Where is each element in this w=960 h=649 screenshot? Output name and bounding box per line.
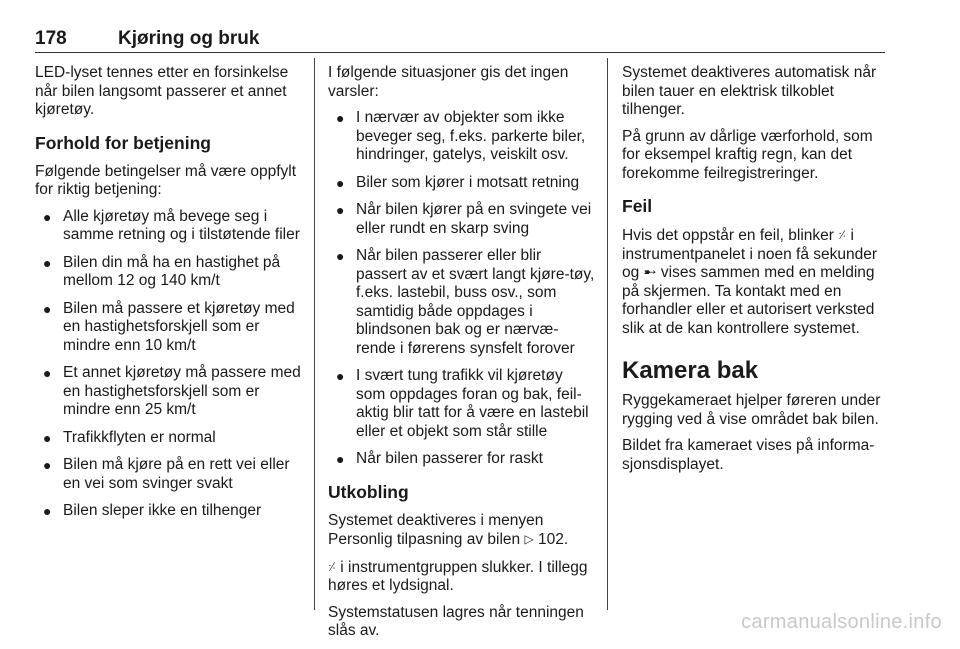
bullet-icon: ● — [336, 248, 345, 264]
list-item: ● Bilen sleper ikke en tilhenger — [43, 502, 262, 519]
blind-spot-warning-icon: ⸓ — [838, 228, 847, 242]
bullet-icon: ● — [43, 429, 52, 446]
list-item: ● I nærvær av objekter som ikke beveger seg, f.eks. parkerte biler, hindringer, gatelys, veiskilt osv. — [336, 109, 586, 163]
bullet-icon: ● — [43, 254, 52, 271]
list-item: ● I svært tung trafikk vil kjøretøy som oppdages foran og bak, feil-aktig blir tatt for å være en lastebil eller et objekt som står stille — [336, 367, 589, 440]
bullet-icon: ● — [336, 202, 345, 218]
list-item: ● Alle kjøretøy må bevege seg i samme retning og i tilstøtende filer — [43, 207, 300, 243]
intro-paragraph: LED-lyset tennes etter en forsinkelse når bilen langsomt passerer et annet kjøretøy. — [35, 64, 289, 118]
weather-paragraph: På grunn av dårlige værforhold, som for eksempel kraftig regn, kan det forekomme feilregistreringer. — [622, 127, 873, 182]
wrench-icon: ➸ — [643, 264, 657, 281]
section-heading-fault: Feil — [622, 196, 653, 216]
bullet-icon: ● — [336, 368, 345, 384]
column-divider — [607, 58, 608, 610]
list-item: ● Bilen må passere et kjøretøy med en hastighetsforskjell som er mindre enn 10 km/t — [43, 299, 295, 354]
conditions-list — [35, 208, 303, 521]
auto-deactivation-paragraph: Systemet deaktiveres automatisk når bilen tauer en elektrisk tilkoblet tilhenger. — [622, 64, 877, 118]
bullet-icon: ● — [43, 365, 52, 381]
watermark: carmanualsonline.info — [741, 611, 942, 633]
list-item: ● Når bilen kjører på en svingete vei eller rundt en skarp sving — [336, 201, 592, 237]
bullet-icon: ● — [43, 208, 52, 225]
list-item: ● Trafikkflyten er normal — [43, 428, 216, 446]
no-warnings-lead: I følgende situasjoner gis det ingen varsler: — [328, 64, 569, 100]
column-right — [622, 64, 890, 482]
no-warnings-list — [328, 109, 596, 469]
blind-spot-warning-icon: ⸓ — [328, 559, 336, 574]
section-heading-rear-camera: Kamera bak — [622, 357, 759, 384]
deactivation-paragraph: Systemet deaktiveres i menyen Personlig tilpasning av bilen ▷ 102. — [328, 511, 569, 548]
bullet-icon: ● — [43, 503, 52, 519]
list-item: ● Når bilen passerer for raskt — [336, 450, 543, 467]
column-middle — [328, 64, 596, 649]
list-item: ● Et annet kjøretøy må passere med en hastighetsforskjell som er mindre enn 25 km/t — [43, 364, 301, 418]
fault-paragraph: Hvis det oppstår en feil, blinker ⸓ i instrumentpanelet i noen få sekunder og ➸ vises sammen med en melding på skjermen. Ta kontakt med en forhandler eller et autorisert verksted slik at de kan kontrollere systemet. — [622, 227, 878, 337]
camera-display-paragraph: Bildet fra kameraet vises på informa-sjonsdisplayet. — [622, 437, 875, 473]
list-item: ● Bilen din må ha en hastighet på mellom 12 og 140 km/t — [43, 253, 281, 289]
bullet-icon: ● — [43, 457, 52, 473]
indicator-paragraph: ⸓ i instrumentgruppen slukker. I tillegg høres et lydsignal. — [328, 558, 588, 594]
column-left — [35, 64, 303, 530]
list-item: ● Bilen må kjøre på en rett vei eller en vei som svinger svakt — [43, 456, 290, 492]
bullet-icon: ● — [336, 451, 345, 467]
bullet-icon: ● — [43, 300, 52, 317]
camera-paragraph: Ryggekameraet hjelper føreren under rygging ved å vise området bak bilen. — [622, 392, 881, 428]
page-header — [35, 22, 885, 53]
bullet-icon: ● — [336, 174, 345, 191]
page-reference[interactable]: 102. — [538, 531, 569, 548]
page-number: 178 — [35, 28, 67, 49]
status-paragraph: Systemstatusen lagres når tenningen slås av. — [328, 603, 584, 639]
chapter-title: Kjøring og bruk — [118, 28, 260, 49]
section-heading-deactivation: Utkobling — [328, 481, 409, 502]
list-item: ● Biler som kjører i motsatt retning — [336, 173, 580, 191]
column-divider — [314, 58, 315, 610]
bullet-icon: ● — [336, 110, 345, 126]
list-item: ● Når bilen passerer eller blir passert av et svært langt kjøre-tøy, f.eks. lastebil, buss osv., som samtidig både oppdages i blindsonen bak og er nærvæ-rende i førerens synsfelt forover — [336, 247, 595, 357]
section-heading-conditions: Forhold for betjening — [35, 132, 211, 153]
page-reference-icon: ▷ — [524, 532, 534, 546]
conditions-lead: Følgende betingelser må være oppfylt for riktig betjening: — [35, 162, 297, 198]
